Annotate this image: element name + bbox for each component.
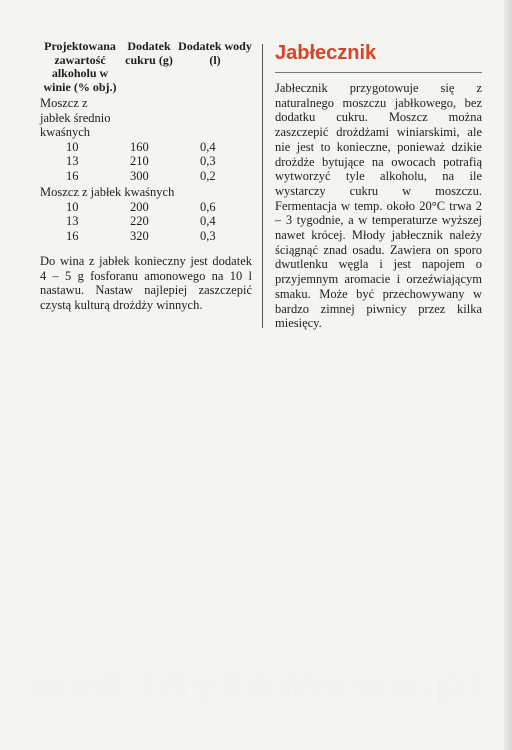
cell-sugar: 210	[130, 154, 149, 168]
header-sugar: Dodatek cukru (g)	[125, 39, 173, 67]
ammonium-note: Do wina z jabłek konieczny jest dodatek 4 – 5 g fosforanu amonowego na 10 l nastawu. Nastaw najlepiej zaszczepić czystą kulturą drożdży winnych.	[40, 254, 252, 312]
cell-alcohol: 13	[66, 214, 79, 228]
table-header-row	[40, 40, 252, 94]
cell-sugar: 200	[130, 199, 149, 214]
column-divider	[262, 44, 263, 328]
cell-water: 0,3	[200, 154, 216, 168]
cell-water: 0,4	[200, 214, 216, 228]
cell-sugar: 220	[130, 214, 149, 228]
cell-water: 0,2	[200, 168, 216, 183]
cell-water: 0,4	[200, 139, 216, 154]
table-row	[40, 200, 252, 215]
article-title: Jabłecznik	[275, 42, 377, 64]
article-body: Jabłecznik przygotowuje się z naturalnego moszczu jabłkowego, bez dodatku cukru. Moszcz można zaszczepić drożdżami winiarskimi, ale nie jest to konieczne, ponieważ dzikie drożdże bytujące na owocach potrafią wytworzyć tyle alkoholu, na ile wystarczy cukru w moszczu. Fermentacja w temp. około 20°C trwa 2 – 3 tygodnie, a w temperaturze wyższej nawet krócej. Młody jabłecznik należy ściągnąć znad osadu. Zawiera on sporo dwutlenku węgla i jest napojem o przyjemnym aromacie i orzeźwiającym smaku. Może być przechowywany w bardzo zimnej piwnicy przez kilka miesięcy.	[275, 81, 482, 331]
cell-water: 0,3	[200, 228, 216, 243]
table-row	[40, 229, 252, 244]
cell-alcohol: 13	[66, 154, 79, 168]
group-label-row	[40, 183, 252, 200]
title-rule	[275, 72, 482, 73]
wine-table	[40, 40, 252, 243]
cell-alcohol: 16	[66, 228, 79, 243]
cell-alcohol: 10	[66, 199, 79, 214]
cell-sugar: 160	[130, 139, 149, 154]
cell-alcohol: 10	[66, 139, 79, 154]
cell-sugar: 320	[130, 228, 149, 243]
table-row	[40, 154, 252, 169]
cell-sugar: 300	[130, 168, 149, 183]
right-column	[275, 40, 482, 331]
header-water: Dodatek wody (l)	[178, 39, 252, 67]
site-watermark: wedlinydomowe.pl	[29, 662, 483, 708]
table-row	[40, 140, 252, 155]
table-row	[40, 214, 252, 229]
left-column	[40, 40, 252, 325]
cell-alcohol: 16	[66, 168, 79, 183]
cell-water: 0,6	[200, 199, 216, 214]
table-row	[40, 169, 252, 184]
page-edge-shadow	[504, 0, 512, 750]
header-alcohol: Projektowana zawartość alkoholu w winie (% obj.)	[43, 39, 117, 94]
group-label-row	[40, 94, 252, 140]
group-label: Moszcz z jabłek kwaśnych	[40, 185, 175, 199]
group-label: Moszcz z jabłek średnio kwaśnych	[40, 96, 111, 139]
